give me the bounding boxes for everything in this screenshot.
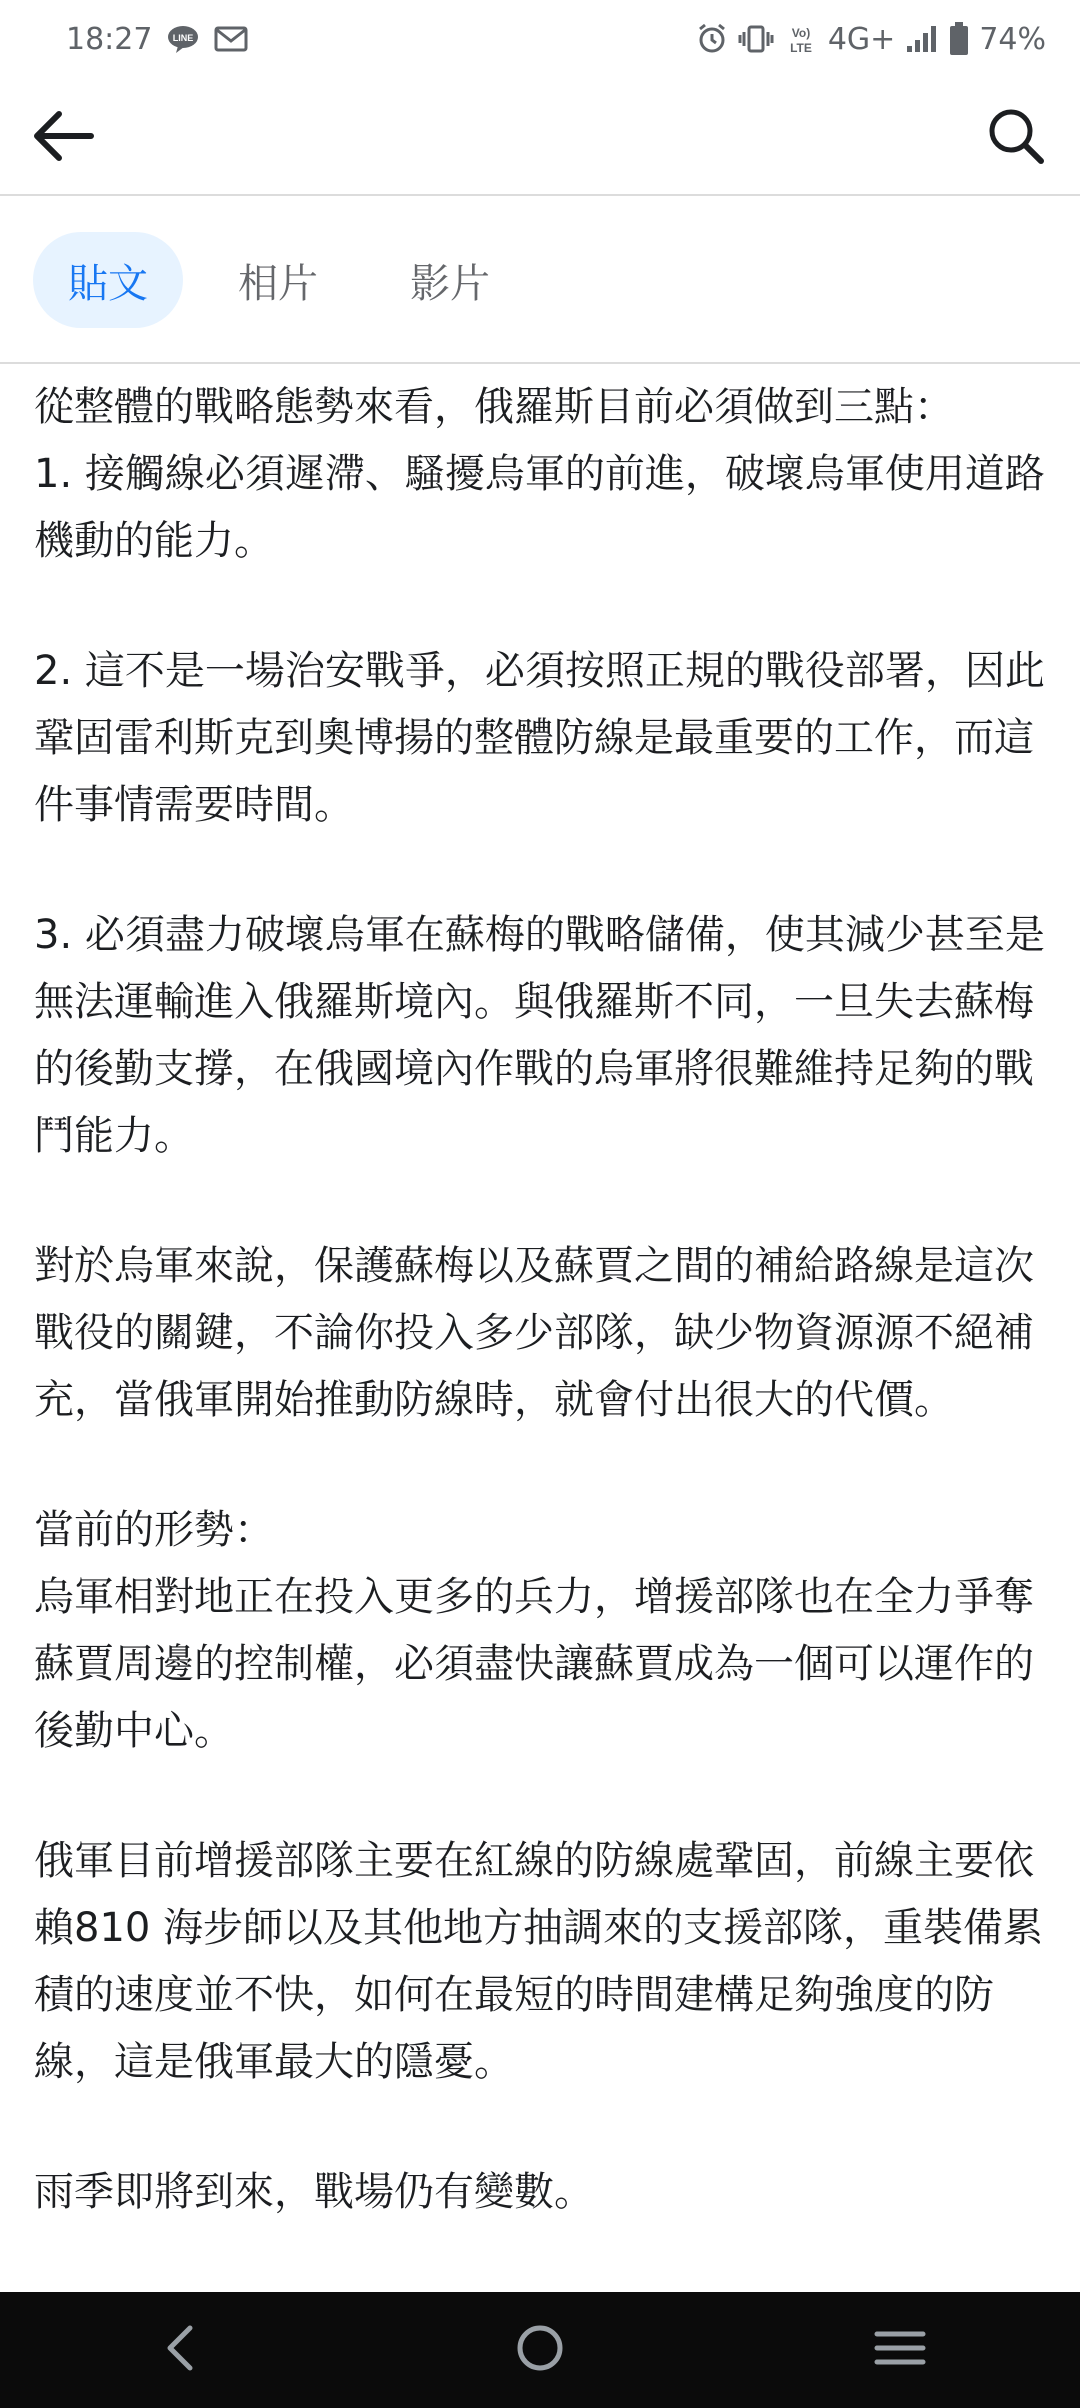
- tab-bar: [0, 196, 1080, 364]
- status-left: [66, 22, 248, 57]
- alarm-icon: [696, 23, 728, 55]
- tab-photos[interactable]: 相片: [238, 260, 318, 307]
- vibrate-icon: [738, 23, 774, 55]
- nav-recents-button[interactable]: [840, 2305, 960, 2395]
- app-bar: [0, 78, 1080, 196]
- back-nav-icon: [160, 2323, 200, 2377]
- post-paragraph: 雨季即將到來，戰場仍有變數。: [34, 2169, 594, 2215]
- nav-back-button[interactable]: [120, 2305, 240, 2395]
- paragraph-gap: [34, 575, 1046, 638]
- paragraph-gap: [34, 839, 1046, 902]
- network-type: 4G+: [827, 21, 896, 57]
- paragraph-gap: [34, 1765, 1046, 1828]
- post-paragraph: 3. 必須盡力破壞烏軍在蘇梅的戰略儲備，使其減少甚至是無法運輸進入俄羅斯境內。與俄羅斯不同，一旦失去蘇梅的後勤支撐，在俄國境內作戰的烏軍將很難維持足夠的戰鬥能力。: [34, 912, 1045, 1159]
- paragraph-gap: [34, 1170, 1046, 1233]
- nav-home-button[interactable]: [480, 2305, 600, 2395]
- svg-text:LINE: LINE: [173, 33, 194, 43]
- system-nav-bar: [0, 2292, 1080, 2408]
- signal-icon: [905, 24, 939, 54]
- post-paragraph: 當前的形勢： 烏軍相對地正在投入更多的兵力，增援部隊也在全力爭奪蘇賈周邊的控制權，必須盡快讓蘇賈成為一個可以運作的後勤中心。: [34, 1507, 1034, 1754]
- post-paragraph: 對於烏軍來說，保護蘇梅以及蘇賈之間的補給路線是這次戰役的關鍵，不論你投入多少部隊，缺少物資源源不絕補充，當俄軍開始推動防線時，就會付出很大的代價。: [34, 1243, 1034, 1423]
- home-nav-icon: [515, 2323, 565, 2377]
- post-paragraph: 從整體的戰略態勢來看，俄羅斯目前必須做到三點： 1. 接觸線必須遲滯、騷擾烏軍的前進，破壞烏軍使用道路機動的能力。: [34, 384, 1045, 564]
- post-paragraph: 2. 這不是一場治安戰爭，必須按照正規的戰役部署，因此鞏固雷利斯克到奧博揚的整體防線是最重要的工作，而這件事情需要時間。: [34, 648, 1045, 828]
- svg-text:Vo): Vo): [791, 26, 811, 40]
- paragraph-gap: [34, 1434, 1046, 1497]
- paragraph-gap: [34, 2096, 1046, 2159]
- tab-videos[interactable]: 影片: [410, 260, 490, 307]
- tab-posts[interactable]: 貼文: [33, 232, 183, 328]
- line-icon: [166, 24, 200, 54]
- battery-percent: 74%: [979, 21, 1046, 57]
- volte-icon: [784, 23, 818, 55]
- post-content: [34, 374, 1046, 2226]
- arrow-left-icon: [33, 110, 95, 166]
- battery-icon: [949, 22, 969, 56]
- search-button[interactable]: [980, 106, 1052, 170]
- back-button[interactable]: [28, 106, 100, 170]
- post-paragraph: 俄軍目前增援部隊主要在紅線的防線處鞏固，前線主要依賴810 海步師以及其他地方抽調來的支援部隊，重裝備累積的速度並不快，如何在最短的時間建構足夠強度的防線，這是俄軍最大的隱憂。: [34, 1838, 1044, 2085]
- status-time: 18:27: [66, 21, 153, 57]
- search-icon: [987, 107, 1045, 169]
- svg-text:LTE: LTE: [789, 41, 812, 55]
- menu-nav-icon: [873, 2326, 927, 2374]
- status-bar: [0, 0, 1080, 78]
- gmail-icon: [214, 26, 248, 52]
- status-right: [696, 22, 1046, 57]
